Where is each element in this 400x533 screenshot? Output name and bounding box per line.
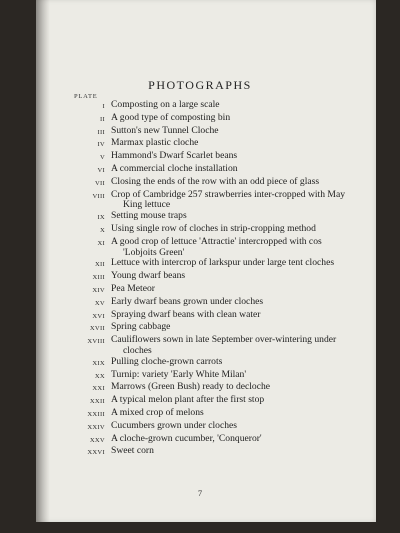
plate-list	[60, 100, 370, 459]
plate-number: VII	[94, 179, 105, 187]
plate-title: A typical melon plant after the first stop	[111, 394, 265, 406]
plate-number: V	[99, 154, 105, 162]
plate-entry	[60, 284, 370, 297]
plate-entry	[60, 446, 370, 459]
plate-entry	[60, 297, 370, 310]
plate-title: Composting on a large scale	[111, 99, 220, 110]
plate-entry	[60, 258, 370, 271]
plate-entry	[60, 421, 370, 434]
plate-entry	[60, 271, 370, 284]
plate-title: Hammond's Dwarf Scarlet beans	[111, 150, 238, 162]
plate-title: Cauliflowers sown in late September over-wintering under cloches	[111, 334, 337, 356]
plate-number: XVI	[92, 312, 105, 320]
plate-title: Pea Meteor	[111, 282, 155, 294]
plate-title: Marrows (Green Bush) ready to decloche	[111, 381, 271, 393]
section-heading: PHOTOGRAPHS	[148, 78, 252, 92]
plate-number: IX	[97, 214, 105, 222]
plate-entry	[60, 237, 370, 259]
plate-entry	[60, 434, 370, 447]
plate-number: XXV	[89, 436, 105, 444]
plate-number: XV	[94, 299, 105, 307]
plate-title: A commercial cloche installation	[111, 162, 238, 174]
plate-number: XXIV	[87, 423, 105, 431]
plate-entry	[60, 310, 370, 323]
plate-number: II	[100, 115, 105, 123]
plate-number: XIX	[92, 359, 105, 367]
plate-number: VIII	[92, 192, 105, 200]
plate-number: XXIII	[87, 410, 105, 418]
plate-title: A cloche-grown cucumber, 'Conqueror'	[111, 432, 262, 444]
plate-title: Spring cabbage	[111, 321, 171, 333]
plate-number: XXVI	[87, 449, 105, 457]
plate-title: Pulling cloche-grown carrots	[111, 355, 223, 367]
plate-entry	[60, 357, 370, 370]
plate-number: XIII	[92, 274, 105, 282]
plate-number: IV	[97, 141, 105, 149]
plate-title: Sutton's new Tunnel Cloche	[111, 124, 219, 136]
plate-number: XI	[97, 239, 105, 247]
plate-title: Sweet corn	[111, 445, 154, 457]
plate-title: Closing the ends of the row with an odd piece of glass	[111, 175, 320, 187]
plate-number: I	[102, 103, 105, 110]
plate-title: Cucumbers grown under cloches	[111, 419, 238, 431]
plate-number: XXII	[89, 398, 105, 406]
plate-entry	[60, 113, 370, 126]
plate-title: Spraying dwarf beans with clean water	[111, 308, 261, 320]
plate-entry	[60, 100, 370, 113]
plate-entry	[60, 126, 370, 139]
plate-title: Lettuce with intercrop of larkspur under large tent cloches	[111, 257, 335, 269]
plate-entry	[60, 164, 370, 177]
plate-number: XVII	[89, 325, 105, 333]
plate-title: A good crop of lettuce 'Attractie' intercropped with cos 'Lobjoits Green'	[111, 235, 322, 258]
plate-number: III	[97, 128, 105, 136]
plate-column-label: PLATE	[74, 93, 98, 100]
plate-title: Crop of Cambridge 257 strawberries inter-cropped with May King lettuce	[111, 188, 345, 211]
plate-title: A mixed crop of melons	[111, 406, 204, 418]
page-number: 7	[197, 488, 203, 498]
plate-number: VI	[97, 166, 105, 174]
plate-number: XVIII	[87, 338, 105, 346]
plate-entry	[60, 395, 370, 408]
plate-title: Setting mouse traps	[111, 210, 187, 222]
plate-number: XXI	[92, 385, 105, 393]
plate-entry	[60, 190, 370, 212]
plate-entry	[60, 224, 370, 237]
plate-title: Turnip: variety 'Early White Milan'	[111, 368, 247, 380]
plate-entry	[60, 408, 370, 421]
plate-entry	[60, 335, 370, 357]
plate-number: XIV	[92, 286, 105, 294]
plate-title: A good type of composting bin	[111, 111, 231, 123]
plate-entry	[60, 177, 370, 190]
plate-title: Young dwarf beans	[111, 270, 186, 282]
plate-number: XX	[94, 372, 105, 380]
plate-number: X	[99, 226, 105, 234]
plate-title: Using single row of cloches in strip-cropping method	[111, 222, 316, 234]
plate-title: Early dwarf beans grown under cloches	[111, 295, 264, 307]
plate-title: Marmax plastic cloche	[111, 137, 199, 149]
plate-number: XII	[94, 261, 105, 269]
